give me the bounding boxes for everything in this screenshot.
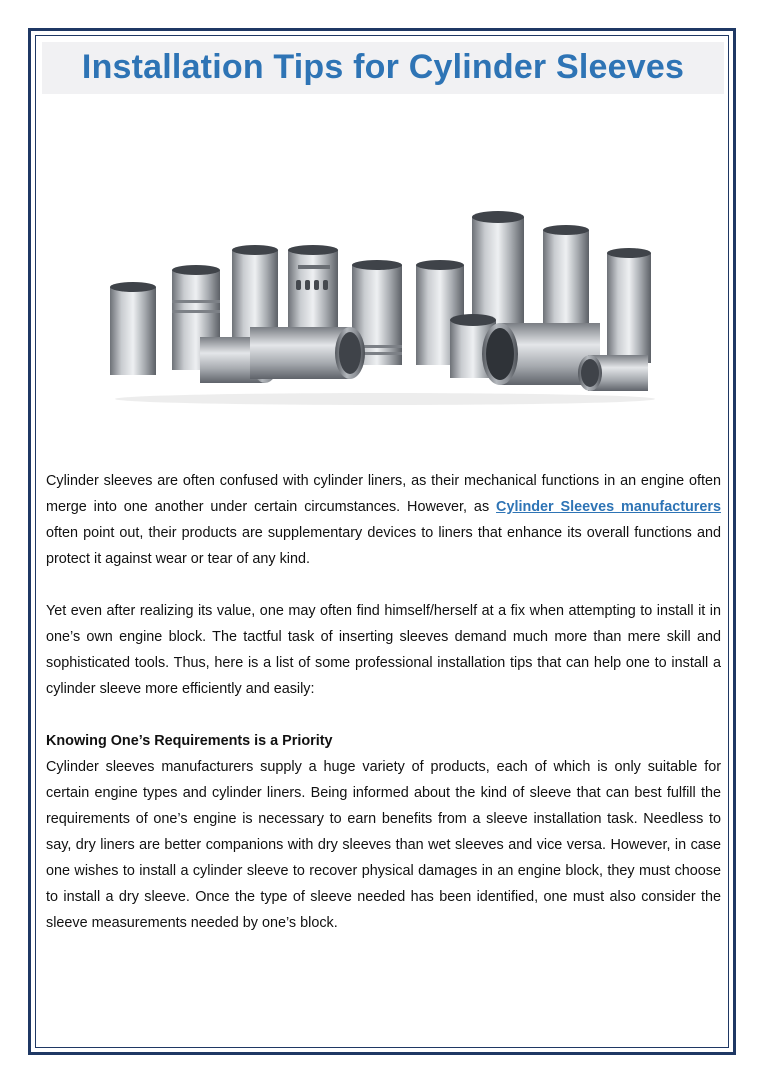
article-body <box>46 468 721 936</box>
section-heading: Knowing One’s Requirements is a Priority <box>46 733 333 749</box>
cylinder-sleeves-photo <box>100 205 670 410</box>
page-title: Installation Tips for Cylinder Sleeves <box>81 48 685 86</box>
sleeve-lying-4 <box>578 355 648 391</box>
sleeve-tall-3 <box>607 248 651 363</box>
sleeve-lying-2 <box>250 327 365 379</box>
intro-text-before-link: Cylinder sleeves are often confused with cylinder liners, as their mechanical functions in an engine often merge into one another under certain circumstances. However, as <box>46 473 721 515</box>
second-paragraph: Yet even after realizing its value, one may often find himself/herself at a fix when attempting to install it in one’s own engine block. The tactful task of inserting sleeves demand much more than mere skill and sophisticated tools. Thus, here is a list of some professional installation tips that can help one to install a cylinder sleeve more efficiently and easily: <box>46 603 721 697</box>
sleeve-left-1 <box>110 282 156 375</box>
requirements-paragraph: Cylinder sleeves manufacturers supply a huge variety of products, each of which is only suitable for certain engine types and cylinder liners. Being informed about the kind of sleeve that can best fulfill the requirements of one’s engine is necessary to earn benefits from a sleeve installation task. Needless to say, dry liners are better companions with dry sleeves than wet sleeves and vice versa. However, in case one wishes to install a cylinder sleeve to recover physical damages in an engine block, they must choose to install a dry sleeve. Once the type of sleeve needed has been identified, one must also consider the sleeve measurements needed by one’s block. <box>46 759 721 931</box>
intro-text-after-link: often point out, their products are supplementary devices to liners that enhance its overall functions and protect it against wear or tear of any kind. <box>46 525 721 567</box>
cylinder-sleeves-manufacturers-link[interactable]: Cylinder Sleeves manufacturers <box>496 499 722 515</box>
intro-paragraph <box>46 468 721 572</box>
